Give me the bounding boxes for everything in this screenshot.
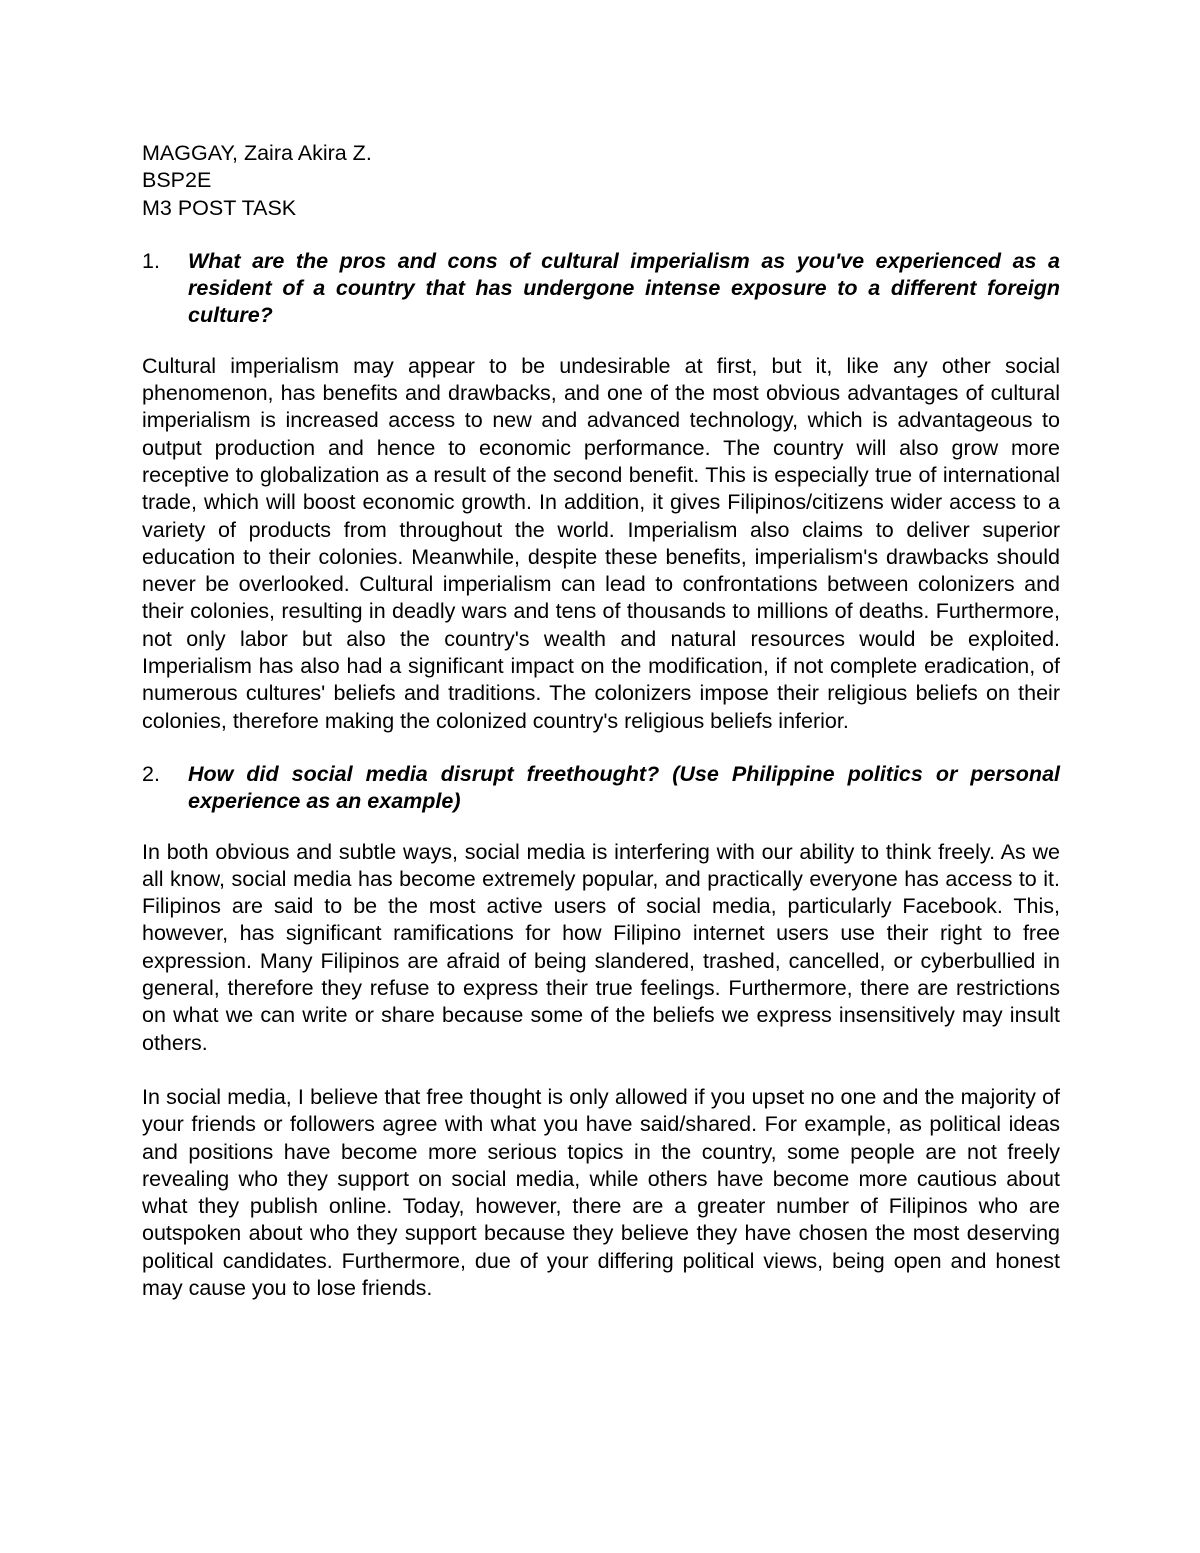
question-2-text: How did social media disrupt freethought? (Use Philippine politics or personal experience as an example) xyxy=(188,761,1060,814)
question-1-number: 1. xyxy=(142,248,160,273)
question-2 xyxy=(142,761,1060,816)
question-1-text: What are the pros and cons of cultural imperialism as you've experienced as a resident of a country that has undergone intense exposure to a different foreign culture? xyxy=(188,248,1060,328)
task-title: M3 POST TASK xyxy=(142,195,297,220)
question-2-number: 2. xyxy=(142,761,160,786)
answer-2-paragraph-1: In both obvious and subtle ways, social media is interfering with our ability to think freely. As we all know, social media has become extremely popular, and practically everyone has access to it. Filipinos are said to be the most active users of social media, particularly Facebook. This, however, has significant ramifications for how Filipino internet users use their right to free expression. Many Filipinos are afraid of being slandered, trashed, cancelled, or cyberbullied in general, therefore they refuse to express their true feelings. Furthermore, there are restrictions on what we can write or share because some of the beliefs we express insensitively may insult others. xyxy=(142,839,1060,1055)
document-body xyxy=(142,140,1060,1302)
student-section: BSP2E xyxy=(142,168,212,193)
student-name: MAGGAY, Zaira Akira Z. xyxy=(142,141,372,165)
question-1 xyxy=(142,248,1060,330)
answer-2-paragraph-2: In social media, I believe that free thought is only allowed if you upset no one and the majority of your friends or followers agree with what you have said/shared. For example, as political ideas and positions have become more serious topics in the country, some people are not freely revealing who they support on social media, while others have become more cautious about what they publish online. Today, however, there are a greater number of Filipinos who are outspoken about who they support because they believe they have chosen the most deserving political candidates. Furthermore, due of your differing political views, being open and honest may cause you to lose friends. xyxy=(142,1084,1060,1300)
answer-1-paragraph-1: Cultural imperialism may appear to be undesirable at first, but it, like any other social phenomenon, has benefits and drawbacks, and one of the most obvious advantages of cultural imperialism is increased access to new and advanced technology, which is advantageous to output production and hence to economic performance. The country will also grow more receptive to globalization as a result of the second benefit. This is especially true of international trade, which will boost economic growth. In addition, it gives Filipinos/citizens wider access to a variety of products from throughout the world. Imperialism also claims to deliver superior education to their colonies. Meanwhile, despite these benefits, imperialism's drawbacks should never be overlooked. Cultural imperialism can lead to confrontations between colonizers and their colonies, resulting in deadly wars and tens of thousands to millions of deaths. Furthermore, not only labor but also the country's wealth and natural resources would be exploited. Imperialism has also had a significant impact on the modification, if not complete eradication, of numerous cultures' beliefs and traditions. The colonizers impose their religious beliefs on their colonies, therefore making the colonized country's religious beliefs inferior. xyxy=(142,353,1060,733)
